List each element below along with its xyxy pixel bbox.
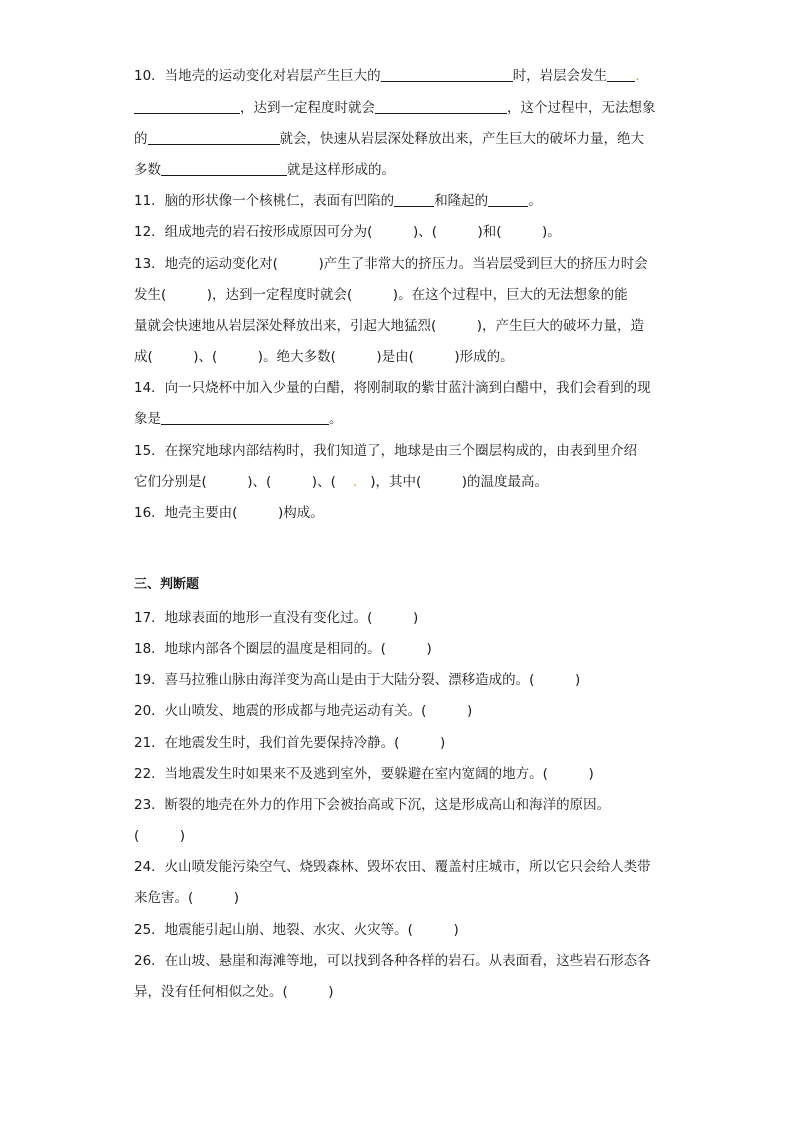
q10-text-h: 就是这样形成的。	[287, 162, 395, 178]
judge-item: 19．喜马拉雅山脉由海洋变为高山是由于大陆分裂、漂移造成的。( )	[134, 672, 581, 688]
judge-item: 21．在地震发生时，我们首先要保持冷静。( )	[134, 735, 446, 751]
answer-blank[interactable]	[607, 67, 635, 82]
judge-item: 20．火山喷发、地震的形成都与地壳运动有关。( )	[134, 703, 473, 719]
answer-blank[interactable]	[148, 130, 280, 145]
answer-blank[interactable]	[394, 192, 434, 207]
judge-item-continuation: ( )	[134, 828, 186, 844]
judge-item: 22．当地震发生时如果来不及逃到室外，要躲避在室内宽阔的地方。( )	[134, 766, 594, 782]
question-15-line-2	[134, 472, 548, 492]
answer-blank[interactable]	[381, 67, 513, 82]
question-11	[134, 191, 542, 211]
judge-item: 26．在山坡、悬崖和海滩等地，可以找到各种各样的岩石。从表面看，这些岩石形态各	[134, 953, 651, 969]
question-12: 12．组成地壳的岩石按形成原因可分为( )、( )和( )。	[134, 224, 561, 240]
question-13-line-4: 成( )、( )。绝大多数( )是由( )形成的。	[134, 349, 514, 365]
question-14-line-2	[134, 409, 343, 429]
q10-text-e: 的	[134, 131, 148, 147]
answer-blank[interactable]	[375, 99, 507, 114]
answer-blank[interactable]	[488, 192, 528, 207]
q11-text-a: 11．脑的形状像一个核桃仁，表面有凹陷的	[134, 193, 395, 209]
judge-item-continuation: 来危害。( )	[134, 890, 240, 906]
q10-text-a: 10．当地壳的运动变化对岩层产生巨大的	[134, 68, 381, 84]
question-15-line-1: 15．在探究地球内部结构时，我们知道了，地球是由三个圈层构成的，由表到里介绍	[134, 443, 638, 459]
judge-item: 18．地球内部各个圈层的温度是相同的。( )	[134, 641, 432, 657]
question-16: 16．地壳主要由( )构成。	[134, 505, 324, 521]
judge-item: 17．地球表面的地形一直没有变化过。( )	[134, 610, 419, 626]
answer-blank[interactable]	[161, 161, 287, 176]
q15-text-b: )，其中( )的温度最高。	[370, 474, 548, 490]
question-10-line-3	[134, 129, 644, 149]
stray-mark: .	[635, 68, 640, 84]
answer-blank[interactable]	[134, 99, 240, 114]
q11-text-c: 。	[528, 193, 542, 209]
q10-text-g: 多数	[134, 162, 161, 178]
q10-text-f: 就会，快速从岩层深处释放出来，产生巨大的破坏力量，绝大	[279, 131, 644, 147]
judge-item: 23．断裂的地壳在外力的作用下会被抬高或下沉，这是形成高山和海洋的原因。	[134, 797, 611, 813]
question-10-line-1	[134, 66, 639, 86]
q15-text-a: 它们分别是( )、( )、(	[134, 474, 336, 490]
answer-blank[interactable]	[161, 410, 329, 425]
q10-text-d: ，这个过程中，无法想象	[507, 100, 656, 116]
q10-text-c: ，达到一定程度时就会	[240, 100, 375, 116]
judge-item-continuation: 异，没有任何相似之处。( )	[134, 984, 334, 1000]
section-title: 三、判断题	[134, 577, 200, 592]
question-10-line-4	[134, 160, 395, 180]
question-14-line-1: 14．向一只烧杯中加入少量的白醋，将刚制取的紫甘蓝汁滴到白醋中，我们会看到的现	[134, 380, 651, 396]
question-10-line-2	[134, 98, 656, 118]
paren-gap	[336, 474, 353, 490]
question-13-line-2: 发生( )，达到一定程度时就会( )。在这个过程中，巨大的无法想象的能	[134, 287, 628, 303]
judge-item: 24．火山喷发能污染空气、烧毁森林、毁坏农田、覆盖村庄城市，所以它只会给人类带	[134, 859, 651, 875]
paren-gap	[357, 474, 370, 490]
stray-mark: .	[353, 474, 358, 490]
judge-item: 25．地震能引起山崩、地裂、水灾、火灾等。( )	[134, 922, 459, 938]
question-13-line-1: 13．地壳的运动变化对( )产生了非常大的挤压力。当岩层受到巨大的挤压力时会	[134, 256, 648, 272]
q14-text-a: 象是	[134, 411, 161, 427]
q14-text-b: 。	[329, 411, 343, 427]
question-13-line-3: 量就会快速地从岩层深处释放出来，引起大地猛烈( )，产生巨大的破坏力量，造	[134, 318, 645, 334]
q11-text-b: 和隆起的	[434, 193, 489, 209]
q10-text-b: 时，岩层会发生	[512, 68, 608, 84]
